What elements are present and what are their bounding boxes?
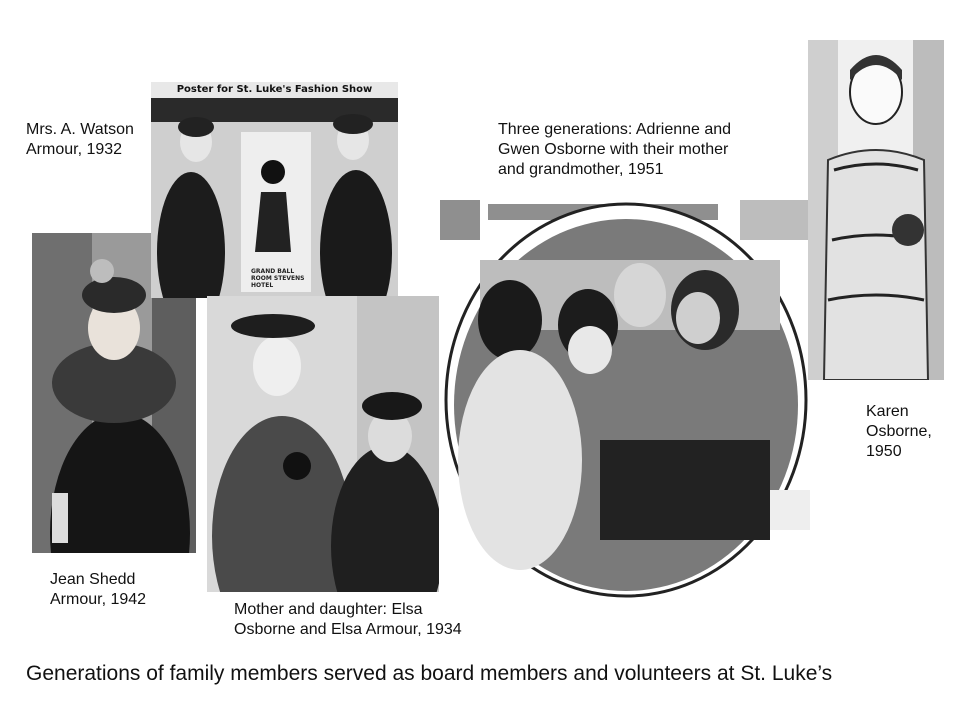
caption-karen-osborne: [866, 402, 932, 462]
caption-line: 1950: [866, 443, 902, 460]
caption-line: Mother and daughter: Elsa: [234, 601, 423, 618]
poster-image: [151, 82, 398, 298]
poster-sign-text: GRAND BALL ROOM STEVENS HOTEL: [251, 268, 305, 289]
photo-mother-and-daughter-image: [207, 296, 439, 592]
photo-karen-osborne-image: [808, 40, 944, 380]
caption-line: Mrs. A. Watson: [26, 121, 134, 138]
caption-line: and grandmother, 1951: [498, 161, 664, 178]
caption-line: Three generations: Adrienne and: [498, 121, 732, 138]
photo-three-generations: [440, 200, 812, 598]
photo-mother-and-daughter: [207, 296, 439, 592]
caption-mother-and-daughter: [234, 600, 462, 640]
slide-footer-caption: Generations of family members served as board members and volunteers at St. Luke’s: [26, 662, 833, 685]
caption-jean-shedd-armour: [50, 570, 146, 610]
caption-line: Jean Shedd: [50, 571, 136, 588]
photo-three-generations-image: [440, 200, 812, 598]
photo-karen-osborne: [808, 40, 944, 380]
caption-line: Osborne and Elsa Armour, 1934: [234, 621, 462, 638]
photo-fashion-show-poster: [151, 82, 398, 298]
caption-three-generations: [498, 120, 731, 180]
caption-line: Karen: [866, 403, 909, 420]
caption-line: Gwen Osborne with their mother: [498, 141, 729, 158]
caption-line: Osborne,: [866, 423, 932, 440]
poster-title: Poster for St. Luke's Fashion Show: [151, 82, 398, 98]
caption-line: Armour, 1942: [50, 591, 147, 608]
caption-line: Armour, 1932: [26, 141, 123, 158]
caption-watson-armour: [26, 120, 134, 160]
